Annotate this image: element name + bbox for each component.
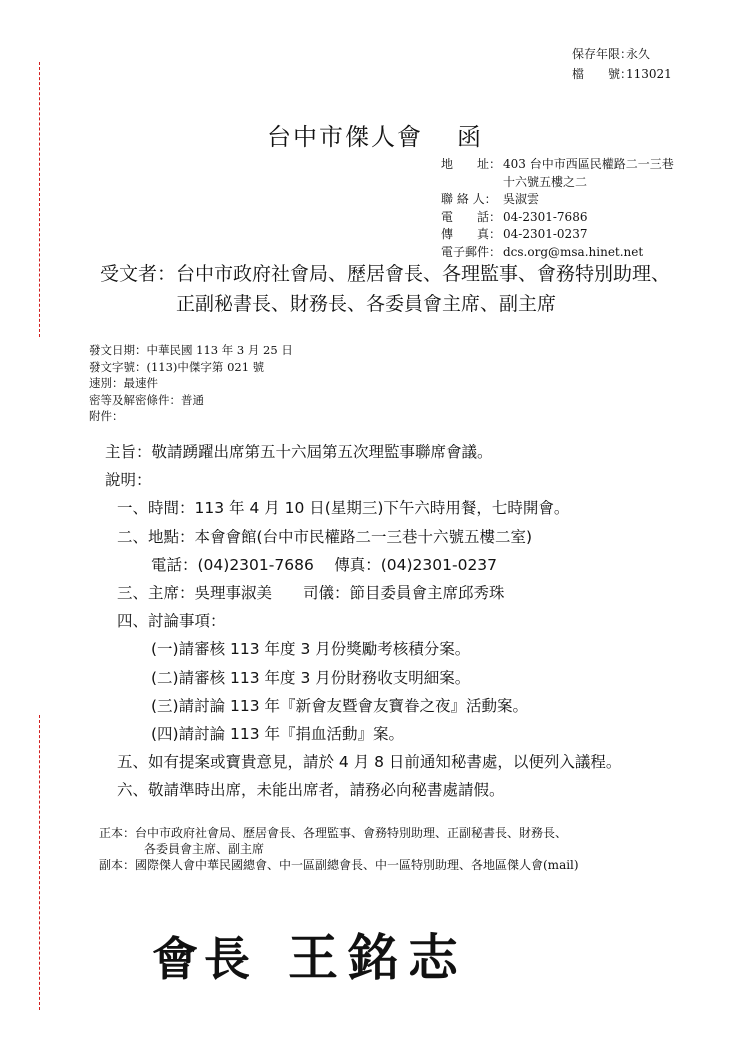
phone-label: 電 話： — [441, 209, 502, 224]
explanation-heading: 說明： — [105, 471, 152, 490]
secrecy-level: 密等及解密條件：普通 — [89, 392, 204, 407]
issue-date: 發文日期：中華民國 113 年 3 月 25 日 — [89, 343, 293, 357]
item-chair: 三、主席：吳理事淑美 司儀：節目委員會主席邱秀珠 — [117, 584, 505, 603]
discussion-sub-4: (四)請討論 113 年『捐血活動』案。 — [151, 725, 405, 744]
email-label: 電子郵件： — [441, 244, 502, 259]
contact-person-value: 吳淑雲 — [503, 192, 540, 206]
retention-period-value: 永久 — [626, 47, 651, 61]
address-label: 地 址： — [441, 157, 502, 171]
address-line-1: 403 台中市西區民權路二一三巷 — [503, 157, 674, 171]
item-discussion: 四、討論事項： — [117, 612, 226, 631]
signature-title: 會長 — [152, 932, 256, 986]
doc-type: 函 — [457, 123, 483, 151]
item-attendance: 六、敬請準時出席，未能出席者，請務必向秘書處請假。 — [117, 781, 505, 800]
org-name: 台中市傑人會 — [267, 123, 423, 151]
phone-value: 04-2301-7686 — [503, 209, 588, 224]
file-number-label: 檔 號： — [572, 67, 633, 81]
discussion-sub-3: (三)請討論 113 年『新會友暨會友寶眷之夜』活動案。 — [151, 696, 529, 715]
retention-info — [572, 44, 672, 84]
president-signature — [152, 918, 468, 990]
signature-name: 王銘志 — [288, 929, 468, 987]
subject-line: 主旨：敬請踴躍出席第五十六屆第五次理監事聯席會議。 — [105, 443, 493, 461]
recipients-block — [100, 259, 670, 319]
discussion-sub-1: (一)請審核 113 年度 3 月份獎勵考核積分案。 — [151, 640, 471, 659]
recipients-line-1: 受文者：台中市政府社會局、歷居會長、各理監事、會務特別助理、 — [100, 263, 671, 285]
item-time: 一、時間：113 年 4 月 10 日(星期三)下午六時用餐，七時開會。 — [117, 499, 570, 518]
speed-class: 速別：最速件 — [89, 376, 158, 391]
original-recipients-line-1: 正本：台中市政府社會局、歷居會長、各理監事、會務特別助理、正副秘書長、財務長、 — [99, 826, 568, 840]
recipients-line-2: 正副秘書長、財務長、各委員會主席、副主席 — [176, 293, 557, 315]
fax-label: 傳 真： — [441, 227, 502, 241]
address-line-2: 十六號五樓之二 — [503, 174, 588, 189]
email-value: dcs.org@msa.hinet.net — [503, 244, 644, 259]
item-location-contact: 電話：(04)2301-7686 傳真：(04)2301-0237 — [151, 555, 498, 574]
retention-period-label: 保存年限： — [572, 47, 633, 61]
copy-recipients: 副本：國際傑人會中華民國總會、中一區副總會長、中一區特別助理、各地區傑人會(mail) — [99, 858, 579, 872]
original-recipients-line-2: 各委員會主席、副主席 — [144, 842, 265, 856]
issue-meta — [89, 342, 293, 425]
document-title — [0, 117, 750, 152]
margin-guide-line-bottom — [39, 715, 40, 1010]
fax-value: 04-2301-0237 — [503, 227, 588, 241]
attachments: 附件： — [89, 409, 124, 424]
letter-body — [105, 438, 621, 805]
item-location: 二、地點：本會會館(台中市民權路二一三巷十六號五樓二室) — [117, 527, 533, 546]
file-number-value: 113021 — [626, 67, 672, 81]
item-proposals: 五、如有提案或寶貴意見，請於 4 月 8 日前通知秘書處，以便列入議程。 — [117, 753, 622, 772]
discussion-sub-2: (二)請審核 113 年度 3 月份財務收支明細案。 — [151, 668, 471, 687]
margin-guide-line-top — [39, 62, 40, 337]
address-value — [503, 156, 674, 191]
contact-block — [441, 156, 674, 261]
issue-number: 發文字號：(113)中傑字第 021 號 — [89, 359, 265, 374]
contact-person-label: 聯 絡 人： — [441, 192, 497, 206]
distribution-block — [99, 825, 579, 873]
